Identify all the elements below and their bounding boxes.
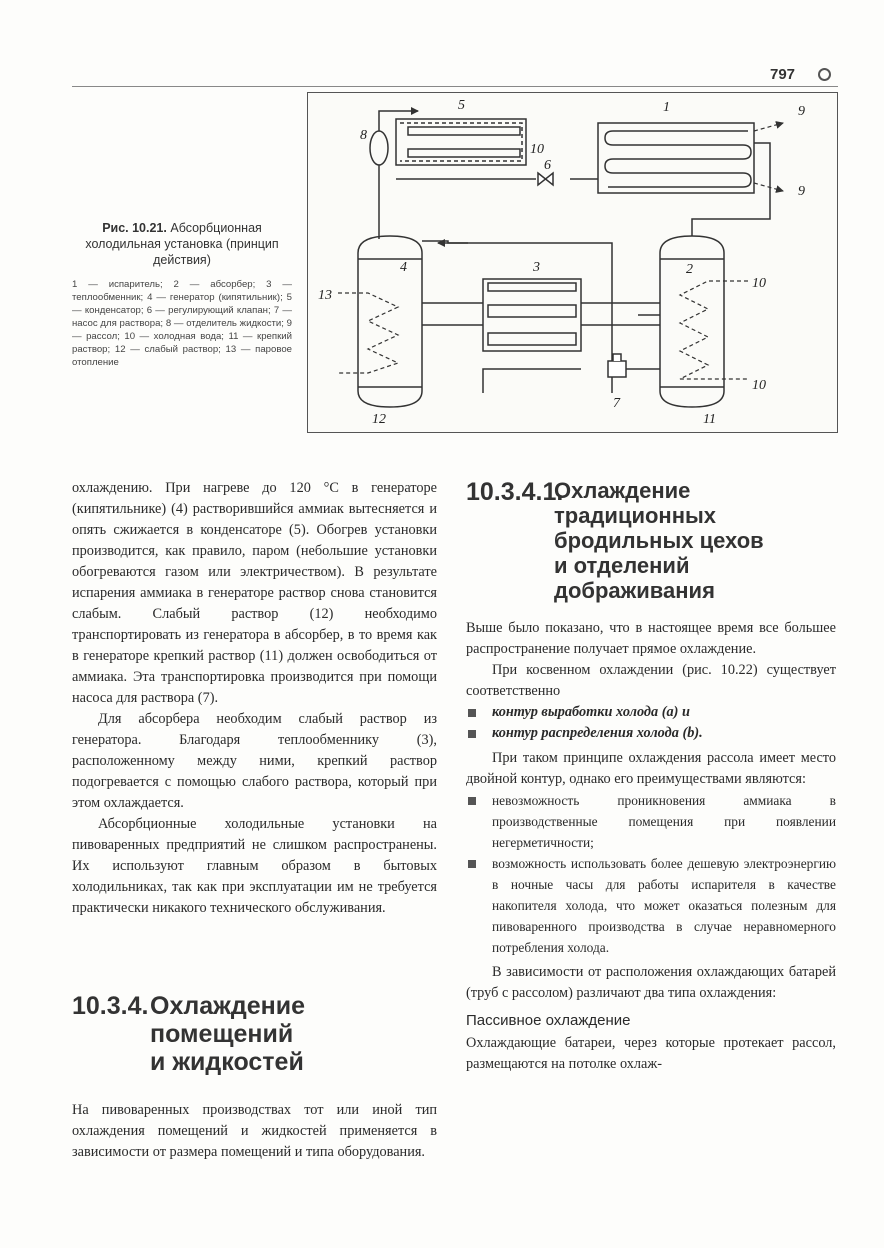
- label-9-top: 9: [798, 104, 805, 119]
- header-rule: [72, 86, 838, 87]
- paragraph: Для абсорбера необходим слабый раствор из генератора. Благодаря теплообменнику (3), расположенному между ними, крепкий раствор подогревается с помощью слабого раствора, который при этом охлаждается.: [72, 711, 437, 811]
- list-item: возможность использовать более дешевую электроэнергию в ночные часы для работы испарителя в качестве накопителя холода, что может оказаться полезным для пивоваренного производства в случае неравномерного потребления холода.: [466, 853, 836, 958]
- label-8: 8: [360, 128, 367, 143]
- list-item: невозможность проникновения аммиака в производственные помещения при появлении негерметичности;: [466, 790, 836, 853]
- label-9-bottom: 9: [798, 184, 805, 199]
- bullet-list-advantages: [466, 790, 836, 958]
- label-5: 5: [458, 98, 465, 113]
- label-13: 13: [318, 288, 332, 303]
- list-item: контур распределения холода (b).: [466, 723, 836, 744]
- paragraph: В зависимости от расположения охлаждающих батарей (труб с рассолом) различают два типа охлаждения:: [466, 964, 836, 1001]
- label-12: 12: [372, 412, 386, 427]
- page-marker-icon: [818, 68, 831, 81]
- regulating-valve: [538, 173, 553, 185]
- paragraph: При косвенном охлаждении (рис. 10.22) существует соответственно: [466, 662, 836, 699]
- label-10-bottom: 10: [752, 378, 766, 393]
- list-item: контур выработки холода (a) и: [466, 702, 836, 723]
- bullet-list-circuits: [466, 702, 836, 744]
- section-title: Охлаждение традиционных бродильных цехов и отделений дображивания: [554, 478, 764, 603]
- label-10-condenser: 10: [530, 142, 544, 157]
- paragraph: охлаждению. При нагреве до 120 °С в генераторе (кипятильнике) (4) растворившийся аммиак вытесняется и опять сжижается в конденсаторе (5). Обогрев установки производится, как правило, паром (небольшие установки обогреваются газом или электричеством). В результате испарения аммиака в генераторе раствор снова становится слабым. Слабый раствор (12) необходимо транспортировать из генератора в абсорбер, в то время как в генераторе крепкий раствор (11) должен освободиться от аммиака. Эта транспортировка производится при помощи насоса для раствора (7).: [72, 480, 437, 706]
- liquid-separator: [370, 131, 388, 165]
- paragraph: Абсорбционные холодильные установки на пивоваренных предприятий не слишком распространены. Их используют главным образом в бытовых холодильниках, так как при эксплуатации им не требуется практически никакого технического обслуживания.: [72, 816, 437, 916]
- section-heading-10-3-4: [72, 992, 442, 1088]
- section-number: 10.3.4.1.: [466, 478, 564, 506]
- condenser: [396, 119, 526, 165]
- section-heading-10-3-4-1: [466, 478, 838, 608]
- section-number: 10.3.4.: [72, 992, 149, 1020]
- figure-caption-label: Рис. 10.21.: [102, 221, 167, 235]
- paragraph: На пивоваренных производствах тот или иной тип охлаждения помещений и жидкостей применяется в зависимости от размера помещений и типа оборудования.: [72, 1102, 437, 1160]
- subheading: Пассивное охлаждение: [466, 1012, 631, 1029]
- figure-caption: [72, 220, 292, 369]
- label-7: 7: [613, 396, 620, 411]
- absorber-water-coil: [680, 281, 748, 379]
- figure-legend: 1 — испаритель; 2 — абсорбер; 3 — теплообменник; 4 — генератор (кипятильник); 5 — конденсатор; 6 — регулирующий клапан; 7 — насос для раствора; 8 — отделитель жидкости; 9 — рассол; 10 — холодная вода; 11 — крепкий раствор; 12 — слабый раствор; 13 — паровое отопление: [72, 279, 292, 368]
- paragraph: При таком принципе охлаждения рассола имеет место двойной контур, однако его преимуществами являются:: [466, 750, 836, 787]
- right-column: [466, 618, 836, 1075]
- label-2: 2: [686, 262, 693, 277]
- generator-steam-coil: [338, 293, 398, 373]
- absorption-refrigeration-diagram: [307, 92, 838, 433]
- evaporator: [598, 123, 754, 193]
- heat-exchanger: [483, 279, 581, 351]
- solution-pump: [608, 354, 626, 377]
- label-6: 6: [544, 158, 551, 173]
- paragraph: Выше было показано, что в настоящее время все большее распространение получает прямое охлаждение.: [466, 620, 836, 657]
- left-column-after-heading: [72, 1100, 437, 1163]
- paragraph: Охлаждающие батареи, через которые протекает рассол, размещаются на потолке охлаж-: [466, 1035, 836, 1072]
- section-title: Охлаждение помещений и жидкостей: [150, 992, 306, 1076]
- label-10-top: 10: [752, 276, 766, 291]
- diagram-svg: [308, 93, 837, 432]
- evaporator-coil: [605, 131, 751, 187]
- label-3: 3: [533, 260, 540, 275]
- page-number: 797: [770, 66, 796, 83]
- generator: [358, 236, 422, 407]
- label-11: 11: [703, 412, 716, 427]
- left-column: [72, 478, 437, 919]
- label-1: 1: [663, 100, 670, 115]
- label-4: 4: [400, 260, 407, 275]
- figure-caption-title: Абсорбционная холодильная установка (принцип действия): [85, 221, 279, 267]
